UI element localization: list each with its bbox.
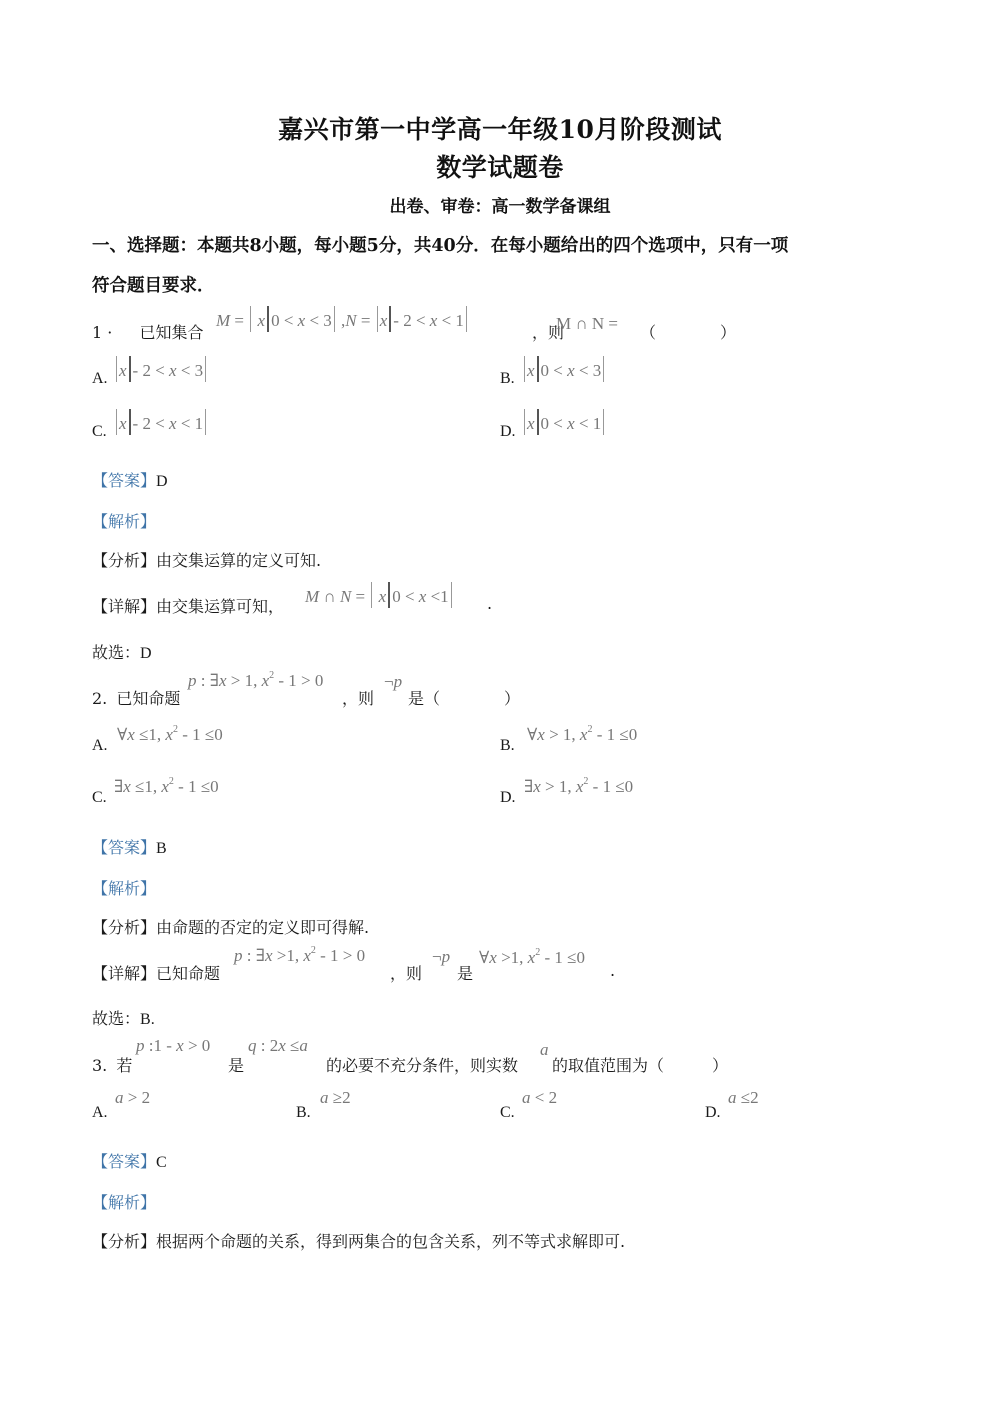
answer-line <box>92 835 167 858</box>
question-3-stem <box>92 1053 132 1076</box>
xiangjie-label: 【详解】 <box>92 964 157 983</box>
answer-value: C <box>156 1154 167 1171</box>
option-letter: C. <box>92 423 107 440</box>
fenxi-text: 根据两个命题的关系，得到两集合的包含关系，列不等式求解即可. <box>156 1232 626 1251</box>
fenxi-text: 由交集运算的定义可知. <box>156 551 322 570</box>
choose-value: B. <box>140 1011 155 1028</box>
xiangjie-math-result: ∀x >1, $x^2 - 1 \le 0$ <box>479 947 585 967</box>
choose-value: D <box>140 645 152 662</box>
choose-line <box>92 640 152 663</box>
question-2-blank: 是（ ） <box>408 689 521 708</box>
xiangjie-math-notp: ¬p <box>432 947 451 966</box>
question-1-stem <box>92 320 203 343</box>
fenxi-line <box>92 548 321 571</box>
question-number: 2. <box>92 689 108 708</box>
option-d-math: x 0 < x < 1 <box>522 409 606 435</box>
fenxi-line <box>92 915 369 938</box>
question-1-math-intersection: M ∩ N = <box>556 314 619 333</box>
answer-value: B <box>156 840 167 857</box>
option-letter: B. <box>500 737 515 754</box>
question-2-then: ，则 <box>342 689 375 708</box>
question-3-condition: 的必要不充分条件，则实数 <box>326 1056 519 1075</box>
question-text: 已知集合 <box>139 323 204 342</box>
answer-line <box>92 468 168 491</box>
answer-label: 【答案】 <box>92 1152 157 1171</box>
xiangjie-end: . <box>487 594 493 613</box>
option-b-math: ∀x > 1, $x^2 - 1 \le 0$ <box>527 724 638 744</box>
question-1-blank: （ ） <box>640 323 737 342</box>
fenxi-text: 由命题的否定的定义即可得解. <box>156 918 370 937</box>
option-letter: A. <box>92 737 108 754</box>
question-number: 3. <box>92 1056 108 1075</box>
option-letter: B. <box>296 1104 311 1121</box>
section-heading-line1: 一、选择题：本题共8小题，每小题5分，共40分．在每小题给出的四个选项中，只有一项 <box>92 236 789 256</box>
question-number: 1 · <box>92 323 113 342</box>
fenxi-label: 【分析】 <box>92 1232 157 1251</box>
xiangjie-math: M ∩ N = x 0 < x <1 <box>305 582 454 608</box>
answer-label: 【答案】 <box>92 471 157 490</box>
option-letter: C. <box>500 1104 515 1121</box>
xiangjie-label: 【详解】 <box>92 597 157 616</box>
answer-value: D <box>156 473 168 490</box>
question-1-math-sets: M = x 0 < x < 3 ,N = x - 2 < x < 1 <box>216 306 469 332</box>
option-a-math: ∀x ≤1, $x^2 - 1 \le 0$ <box>117 724 223 744</box>
option-letter: A. <box>92 1104 108 1121</box>
question-3-math-p: p :1 - x > 0 <box>136 1036 211 1055</box>
question-2-math-p: p : ∃x > 1, $x^2 - 1 > 0$ <box>188 670 324 690</box>
xiangjie-end: . <box>610 961 616 980</box>
question-3-is: 是 <box>228 1056 245 1075</box>
xiangjie-text: 已知命题 <box>156 964 221 983</box>
analysis-label: 【解析】 <box>92 879 157 898</box>
xiangjie-line <box>92 961 220 984</box>
option-letter: C. <box>92 789 107 806</box>
question-3-blank: 的取值范围为（ ） <box>552 1056 729 1075</box>
analysis-label: 【解析】 <box>92 1193 157 1212</box>
option-c-math: ∃x ≤1, $x^2 - 1 \le 0$ <box>114 776 219 796</box>
option-letter: A. <box>92 370 108 387</box>
option-b-math: a ≥2 <box>320 1088 351 1107</box>
document-subtitle: 数学试题卷 <box>436 153 564 182</box>
choose-line <box>92 1006 155 1029</box>
answer-line <box>92 1149 167 1172</box>
fenxi-label: 【分析】 <box>92 551 157 570</box>
xiangjie-line <box>92 594 284 617</box>
option-b-math: x 0 < x < 3 <box>522 356 606 382</box>
option-a-math: a > 2 <box>115 1088 151 1107</box>
xiangjie-then: ，则 <box>390 964 423 983</box>
question-3-math-a: a <box>540 1040 549 1059</box>
fenxi-label: 【分析】 <box>92 918 157 937</box>
option-a-math: x - 2 < x < 3 <box>114 356 208 382</box>
option-letter: D. <box>705 1104 721 1121</box>
option-letter: D. <box>500 789 516 806</box>
question-text: 已知命题 <box>116 689 181 708</box>
answer-label: 【答案】 <box>92 838 157 857</box>
question-2-stem <box>92 686 180 709</box>
document-authors: 出卷、审卷：高一数学备课组 <box>389 197 611 217</box>
question-text: 若 <box>116 1056 133 1075</box>
fenxi-line <box>92 1229 625 1252</box>
question-1-then: ，则 <box>532 323 565 342</box>
option-d-math: ∃x > 1, $x^2 - 1 \le 0$ <box>524 776 634 796</box>
question-2-math-notp: ¬p <box>384 672 403 691</box>
option-letter: B. <box>500 370 515 387</box>
question-3-math-q: q : 2x ≤a <box>248 1036 308 1055</box>
section-heading-line2: 符合题目要求． <box>92 276 215 296</box>
xiangjie-math-p: p : ∃x >1, $x^2 - 1 > 0$ <box>234 945 366 965</box>
option-c-math: x - 2 < x < 1 <box>114 409 208 435</box>
xiangjie-text: 由交集运算可知， <box>156 597 285 616</box>
option-d-math: a ≤2 <box>728 1088 759 1107</box>
option-letter: D. <box>500 423 516 440</box>
choose-label: 故选： <box>92 1009 141 1028</box>
document-title: 嘉兴市第一中学高一年级10月阶段测试 <box>278 115 722 144</box>
choose-label: 故选： <box>92 643 141 662</box>
xiangjie-is: 是 <box>457 964 474 983</box>
analysis-label: 【解析】 <box>92 512 157 531</box>
option-c-math: a < 2 <box>522 1088 558 1107</box>
